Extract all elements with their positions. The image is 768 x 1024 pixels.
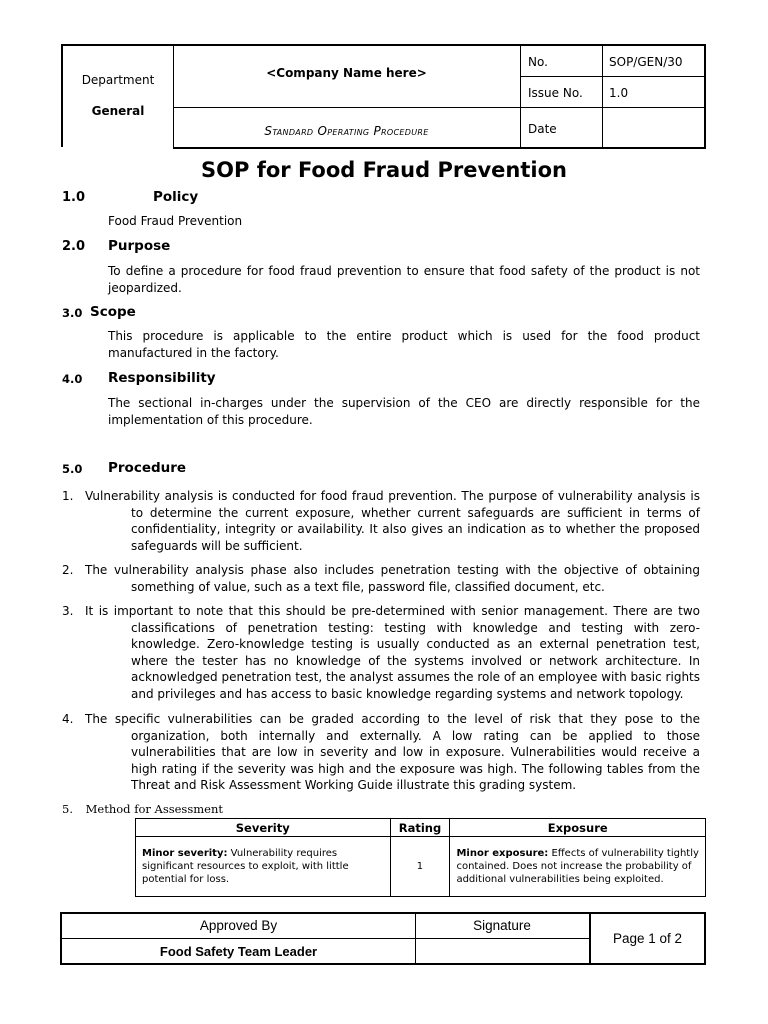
severity-term: Minor severity: bbox=[142, 848, 228, 859]
section-number: 5.0 bbox=[62, 462, 83, 476]
rating-header: Rating bbox=[390, 819, 450, 837]
header-divider bbox=[520, 107, 706, 108]
table-header-row bbox=[136, 819, 706, 837]
procedure-item bbox=[62, 603, 700, 702]
item-number: 2. bbox=[62, 563, 74, 577]
item-number: 4. bbox=[62, 712, 74, 726]
exposure-cell bbox=[450, 837, 706, 897]
page-number: Page 1 of 2 bbox=[612, 931, 683, 946]
severity-cell bbox=[136, 837, 391, 897]
exposure-term: Minor exposure: bbox=[456, 848, 549, 859]
exposure-header: Exposure bbox=[450, 819, 706, 837]
item-text: The specific vulnerabilities can be graded according to the level of risk that they pose to the organization, both internally and externally. A low rating can be applied to those vulnerabilities that are low in severity and low in exposure. Vulnerabilities would receive a high rating if the severity was high and the exposure was high. The following tables from the Threat and Risk Assessment Working Guide illustrate this grading system. bbox=[85, 712, 700, 792]
header-bottom-border bbox=[173, 147, 706, 149]
section-heading-responsibility: Responsibility bbox=[108, 370, 216, 386]
table-row bbox=[136, 837, 706, 897]
procedure-item bbox=[62, 711, 700, 794]
header-divider bbox=[520, 46, 521, 147]
header-divider bbox=[173, 107, 520, 108]
section-heading-policy: Policy bbox=[153, 189, 199, 205]
assessment-table bbox=[135, 818, 706, 897]
section-number: 3.0 bbox=[62, 306, 83, 320]
section-number: 2.0 bbox=[62, 239, 86, 254]
section-heading-purpose: Purpose bbox=[108, 238, 171, 254]
procedure-item bbox=[62, 562, 700, 595]
date-label: Date bbox=[528, 122, 557, 136]
section-number: 4.0 bbox=[62, 372, 83, 386]
issue-number-label: Issue No. bbox=[528, 86, 583, 100]
item-number: 5. bbox=[62, 802, 73, 816]
company-name: <Company Name here> bbox=[266, 66, 427, 80]
section-heading-procedure: Procedure bbox=[108, 460, 187, 476]
section-text-policy: Food Fraud Prevention bbox=[108, 214, 243, 228]
doc-number-label: No. bbox=[528, 55, 548, 69]
doc-number-value: SOP/GEN/30 bbox=[609, 55, 683, 69]
footer-divider bbox=[62, 938, 589, 939]
department-value: General bbox=[91, 104, 145, 118]
item-text: Vulnerability analysis is conducted for food fraud prevention. The purpose of vulnerability analysis is to determine the current exposure, whether current safeguards are sufficient in terms of confidentiality, integrity or availability. It also gives an indication as to whether the proposed safeguards will be sufficient. bbox=[85, 489, 700, 553]
header-divider bbox=[602, 46, 603, 147]
rating-cell: 1 bbox=[390, 837, 450, 897]
procedure-item bbox=[62, 802, 223, 816]
item-text: Method for Assessment bbox=[85, 802, 223, 816]
item-number: 3. bbox=[62, 604, 74, 618]
document-header-table bbox=[61, 44, 706, 147]
section-text-scope: This procedure is applicable to the entire product which is used for the food product manufactured in the factory. bbox=[108, 329, 700, 360]
exposure-description: Effects of vulnerability tightly contained. Does not increase the probability of additional vulnerabilities being exploited. bbox=[456, 848, 699, 885]
approved-by-label: Approved By bbox=[199, 918, 278, 933]
section-text-purpose: To define a procedure for food fraud prevention to ensure that food safety of the product is not jeopardized. bbox=[108, 264, 700, 295]
item-text: It is important to note that this should be pre-determined with senior management. There are two classifications of penetration testing: testing with knowledge and testing with zero-knowledge. Zero-knowledge testing is usually conducted as an external penetration test, where the tester has no knowledge of the systems involved or network architecture. In acknowledged penetration test, the analyst assumes the role of an employee with basic rights and privileges and has access to basic knowledge regarding systems and network topology. bbox=[85, 604, 700, 701]
approver-name: Food Safety Team Leader bbox=[159, 944, 318, 959]
severity-header: Severity bbox=[136, 819, 391, 837]
item-number: 1. bbox=[62, 489, 74, 503]
document-title: SOP for Food Fraud Prevention bbox=[201, 158, 567, 182]
header-divider bbox=[520, 76, 706, 77]
severity-description: Vulnerability requires significant resources to exploit, with little potential for loss. bbox=[142, 848, 349, 885]
section-text-responsibility: The sectional in-charges under the supervision of the CEO are directly responsible for the implementation of this procedure. bbox=[108, 396, 700, 427]
document-type: Standard Operating Procedure bbox=[264, 124, 429, 138]
approval-footer bbox=[60, 912, 706, 965]
section-number: 1.0 bbox=[62, 190, 86, 205]
procedure-item bbox=[62, 488, 700, 554]
issue-number-value: 1.0 bbox=[609, 86, 629, 100]
department-label: Department bbox=[81, 73, 155, 87]
section-heading-scope: Scope bbox=[90, 304, 136, 320]
item-text: The vulnerability analysis phase also includes penetration testing with the objective of obtaining something of value, such as a text file, password file, classified document, etc. bbox=[85, 563, 700, 594]
signature-label: Signature bbox=[473, 918, 531, 933]
